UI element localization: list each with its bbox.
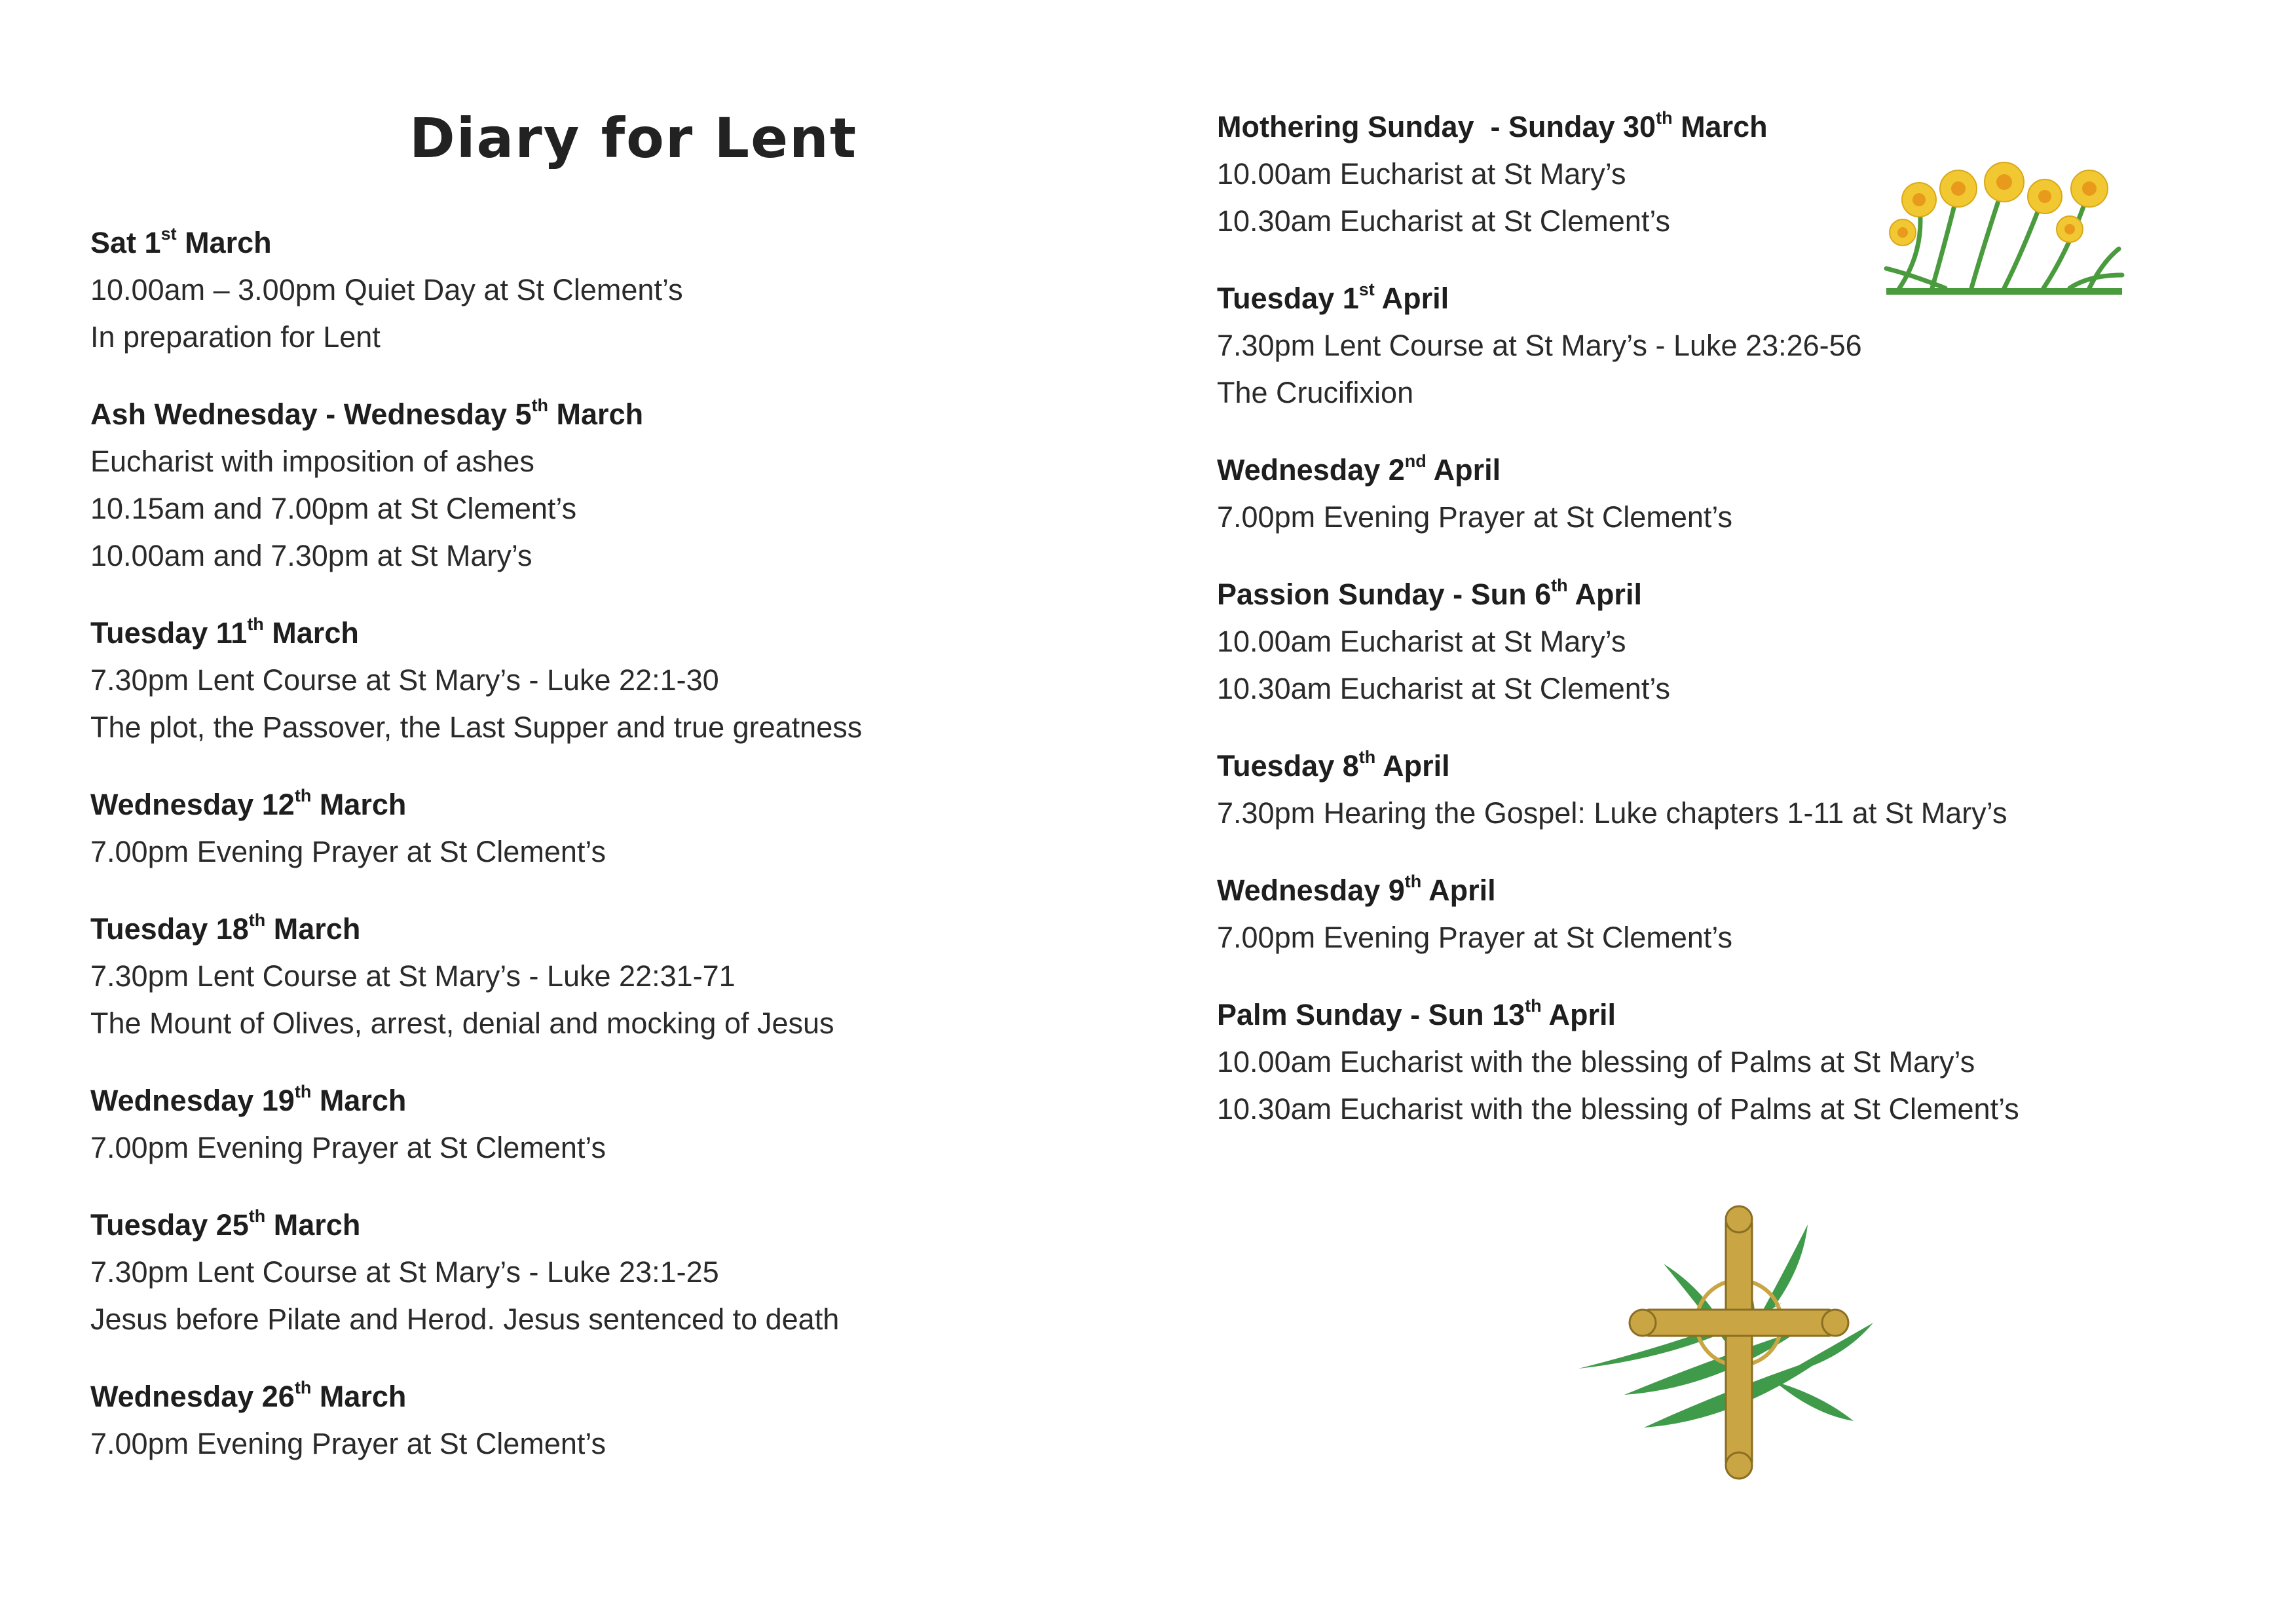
event-line: 10.00am Eucharist at St Mary’s: [1217, 157, 1626, 191]
event-heading: Wednesday 26th March: [90, 1378, 407, 1413]
daffodils-icon: [1873, 151, 2129, 295]
event-line: 7.30pm Lent Course at St Mary’s - Luke 23:26-56: [1217, 329, 1862, 362]
event-entry: [90, 1373, 1073, 1467]
event-heading: Tuesday 1st April: [1217, 280, 1449, 315]
event-entry: [90, 391, 1073, 580]
event-heading: Palm Sunday - Sun 13th April: [1217, 996, 1616, 1031]
event-entry: [90, 781, 1073, 876]
event-line: The plot, the Passover, the Last Supper and true greatness: [90, 710, 863, 744]
event-heading: Ash Wednesday - Wednesday 5th March: [90, 396, 644, 431]
event-line: 7.00pm Evening Prayer at St Clement’s: [1217, 500, 1733, 534]
page-title: Diary for Lent: [409, 106, 858, 170]
event-heading: Sat 1st March: [90, 224, 272, 259]
event-entry: [1217, 571, 2199, 712]
event-heading: Wednesday 12th March: [90, 786, 407, 821]
event-line: 10.30am Eucharist at St Clement’s: [1217, 204, 1671, 238]
event-line: 10.30am Eucharist with the blessing of Palms at St Clement’s: [1217, 1092, 2019, 1126]
event-line: 7.30pm Hearing the Gospel: Luke chapters 1-11 at St Mary’s: [1217, 796, 2007, 830]
event-line: Jesus before Pilate and Herod. Jesus sentenced to death: [90, 1302, 840, 1336]
left-column: [90, 219, 1073, 1498]
event-line: 7.30pm Lent Course at St Mary’s - Luke 23:1-25: [90, 1255, 719, 1289]
event-line: 7.00pm Evening Prayer at St Clement’s: [1217, 921, 1733, 954]
event-line: 10.15am and 7.00pm at St Clement’s: [90, 492, 577, 525]
cross-icon: [1565, 1205, 1893, 1480]
event-line: The Mount of Olives, arrest, denial and mocking of Jesus: [90, 1006, 834, 1040]
event-line: 10.30am Eucharist at St Clement’s: [1217, 672, 1671, 705]
event-line: The Crucifixion: [1217, 376, 1414, 409]
event-entry: [90, 219, 1073, 361]
event-entry: [90, 1202, 1073, 1343]
event-line: 10.00am and 7.30pm at St Mary’s: [90, 539, 532, 572]
event-heading: Wednesday 2nd April: [1217, 451, 1501, 487]
event-line: Eucharist with imposition of ashes: [90, 445, 534, 478]
event-heading: Wednesday 19th March: [90, 1082, 407, 1117]
event-line: 10.00am Eucharist at St Mary’s: [1217, 625, 1626, 658]
event-entry: [1217, 275, 2199, 416]
event-entry: [90, 1077, 1073, 1172]
event-line: 7.30pm Lent Course at St Mary’s - Luke 22:1-30: [90, 663, 719, 697]
event-heading: Tuesday 11th March: [90, 614, 359, 650]
event-entry: [1217, 867, 2199, 961]
event-line: 10.00am – 3.00pm Quiet Day at St Clement’s: [90, 273, 683, 306]
event-line: 7.00pm Evening Prayer at St Clement’s: [90, 1427, 606, 1460]
event-line: 7.00pm Evening Prayer at St Clement’s: [90, 1131, 606, 1164]
event-entry: [1217, 991, 2199, 1133]
event-line: In preparation for Lent: [90, 320, 381, 354]
event-heading: Passion Sunday - Sun 6th April: [1217, 576, 1642, 611]
event-entry: [90, 906, 1073, 1047]
event-heading: Wednesday 9th April: [1217, 872, 1496, 907]
event-heading: Tuesday 8th April: [1217, 747, 1450, 783]
event-entry: [90, 610, 1073, 751]
event-heading: Tuesday 25th March: [90, 1206, 361, 1242]
event-line: 7.30pm Lent Course at St Mary’s - Luke 22:31-71: [90, 959, 736, 993]
event-line: 7.00pm Evening Prayer at St Clement’s: [90, 835, 606, 868]
event-entry: [1217, 447, 2199, 541]
event-line: 10.00am Eucharist with the blessing of Palms at St Mary’s: [1217, 1045, 1975, 1079]
event-entry: [1217, 743, 2199, 837]
event-heading: Tuesday 18th March: [90, 910, 361, 946]
event-heading: Mothering Sunday - Sunday 30th March: [1217, 108, 1768, 143]
